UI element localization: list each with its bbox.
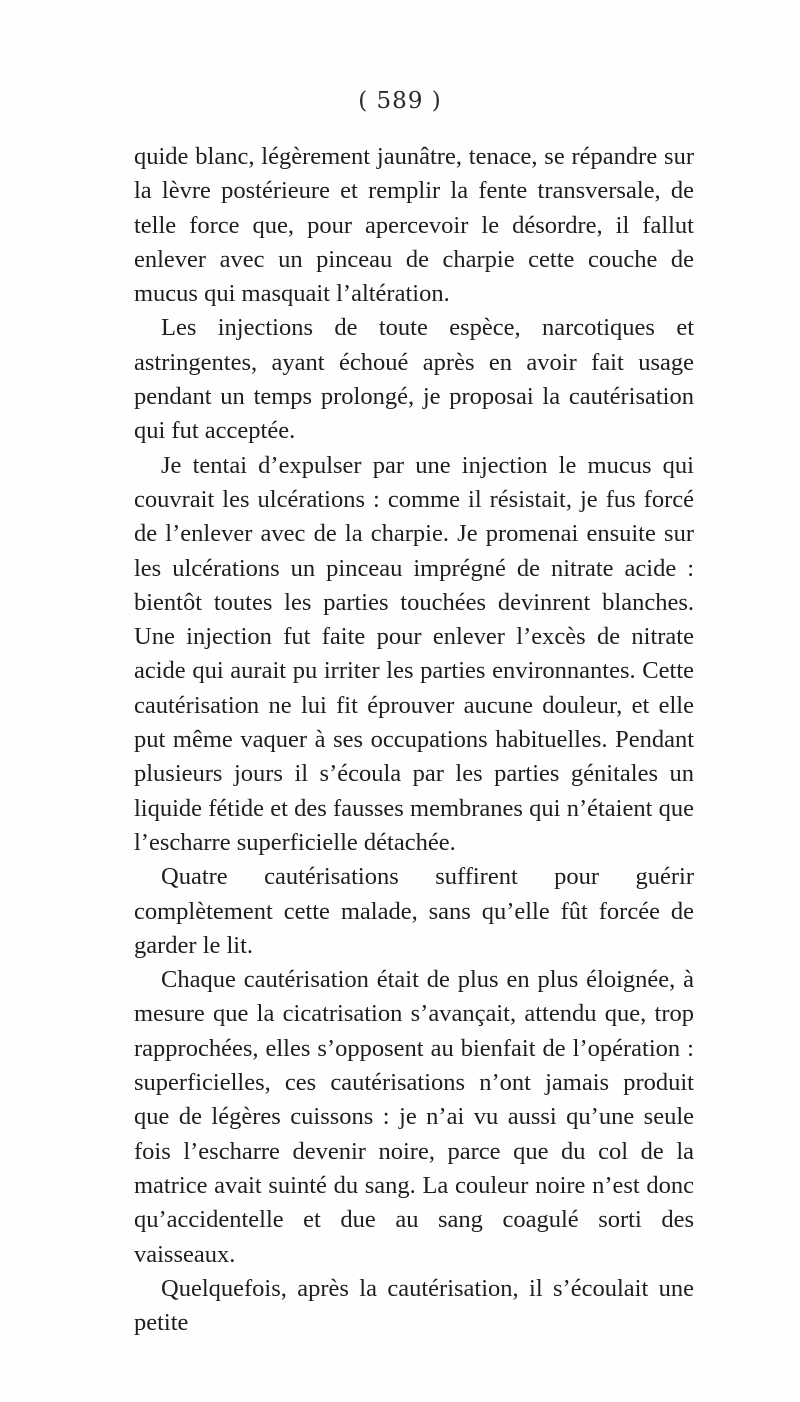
page-number: ( 589 ): [358, 88, 442, 114]
body-text: [134, 140, 694, 1340]
paragraph-expulsion: Je tentai d’expulser par une injection le mucus qui couvrait les ulcérations : comme il résistait, je fus forcé de l’enlever avec de la charpie. Je promenai ensuite sur les ulcérations un pinceau imprégné de nitrate acide : bientôt toutes les parties touchées devinrent blanches. Une injection fut faite pour enlever l’excès de nitrate acide qui aurait pu irriter les parties environnantes. Cette cautérisation ne lui fit éprouver aucune douleur, et elle put même vaquer à ses occupations habituelles. Pendant plusieurs jours il s’écoula par les parties génitales un liquide fétide et des fausses membranes qui n’étaient que l’escharre superficielle détachée.: [134, 451, 694, 856]
paragraph-sometimes: Quelquefois, après la cautérisation, il s’écoulait une petite: [134, 1274, 694, 1337]
paragraph-injections: Les injections de toute espèce, narcotiques et astringentes, ayant échoué après en avoir fait usage pendant un temps prolongé, je proposai la cautérisation qui fut acceptée.: [134, 314, 694, 445]
paragraph-each-cauterisation: Chaque cautérisation était de plus en plus éloignée, à mesure que la cicatrisation s’avançait, attendu que, trop rapprochées, elles s’opposent au bienfait de l’opération : superficielles, ces cautérisations n’ont jamais produit que de légères cuissons : je n’ai vu aussi qu’une seule fois l’escharre devenir noire, parce que du col de la matrice avait suinté du sang. La couleur noire n’est donc qu’accidentelle et due au sang coagulé sorti des vaisseaux.: [134, 966, 694, 1268]
paragraph-continued: quide blanc, légèrement jaunâtre, tenace, se répandre sur la lèvre postérieure et remplir la fente transversale, de telle force que, pour apercevoir le désordre, il fallut enlever avec un pinceau de charpie cette couche de mucus qui masquait l’altération.: [134, 143, 694, 308]
paragraph-four-cauterisations: Quatre cautérisations suffirent pour guérir complètement cette malade, sans qu’elle fût forcée de garder le lit.: [134, 863, 694, 959]
